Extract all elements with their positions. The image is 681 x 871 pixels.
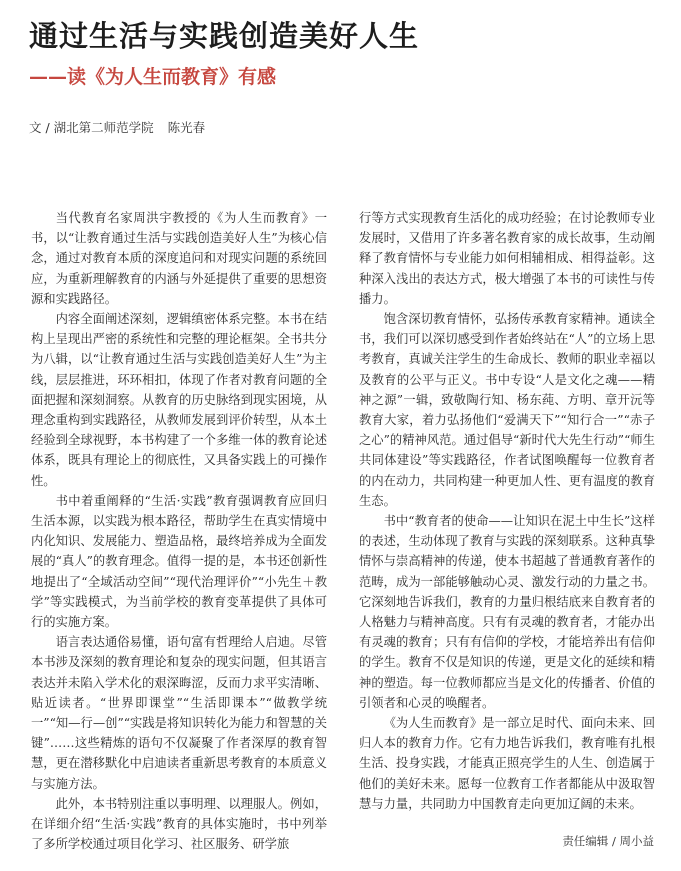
article-subtitle: ——读《为人生而教育》有感 bbox=[29, 66, 277, 88]
author-name: 陈光春 bbox=[167, 120, 206, 135]
paragraph: 此外，本书特别注重以事明理、以理服人。例如，在详细介绍“生活·实践”教育的具体实施时，书中列举了多所学校通过项目化学习、社区服务、研学旅 bbox=[31, 796, 327, 852]
paragraph: 饱含深切教育情怀，弘扬传承教育家精神。通读全书，我们可以深切感受到作者始终站在“人”的立场上思考教育，真诚关注学生的生命成长、教师的职业幸福以及教育的公平与正义。书中专设“人是文化之魂——精神之源”一辑，致敬陶行知、杨东莼、方明、章开沅等教育大家，着力弘扬他们“爱满天下”“知行合一”“赤子之心”的精神风范。通过倡导“新时代大先生行动”“师生共同体建设”等实践路径，作者试图唤醒每一位教育者的内在动力，共同构建一种更加人性、更有温度的教育生态。 bbox=[359, 312, 655, 508]
responsible-editor: 责任编辑 / 周小益 bbox=[562, 834, 654, 848]
author-affiliation: 文 / 湖北第二师范学院 bbox=[29, 120, 154, 135]
paragraph-continuation: 行等方式实现教育生活化的成功经验；在讨论教师专业发展时，又借用了许多著名教育家的成长故事，生动阐释了教育情怀与专业能力如何相辅相成、相得益彰。这种深入浅出的表达方式，极大增强了本书的可读性与传播力。 bbox=[359, 211, 655, 306]
paragraph: 书中着重阐释的“生活·实践”教育强调教育应回归生活本源，以实践为根本路径，帮助学生在真实情境中内化知识、发展能力、塑造品格，最终培养成为全面发展的“真人”的教育理念。值得一提的是，本书还创新性地提出了“全域活动空间”“现代治理评价”“小先生＋教学”等实践模式，为当前学校的教育变革提供了具体可行的实施方案。 bbox=[31, 493, 327, 630]
paragraph: 语言表达通俗易懂，语句富有哲理给人启迪。尽管本书涉及深刻的教育理论和复杂的现实问题，但其语言表达并未陷入学术化的艰深晦涩，反而力求平实清晰、贴近读者。“世界即课堂”“生活即课本”“做教学统一”“知—行—创”“实践是将知识转化为能力和智慧的关键”……这些精炼的语句不仅凝聚了作者深厚的教育智慧，更在潜移默化中启迪读者重新思考教育的本质意义与实施方法。 bbox=[31, 635, 327, 791]
paragraph: 内容全面阐述深刻，逻辑缜密体系完整。本书在结构上呈现出严密的系统性和完整的理论框架。全书共分为八辑，以“让教育通过生活与实践创造美好人生”为主线，层层推进，环环相扣，体现了作者对教育问题的全面把握和深刻洞察。从教育的历史脉络到现实困境，从理念重构到实践路径，从教师发展到评价转型，从本土经验到全球视野，本书构建了一个多维一体的教育论述体系，既具有理论上的彻底性，又具备实践上的可操作性。 bbox=[31, 312, 327, 488]
paragraph: 《为人生而教育》是一部立足时代、面向未来、回归人本的教育力作。它有力地告诉我们，教育唯有扎根生活、投身实践，才能真正照亮学生的人生、创造属于他们的美好未来。愿每一位教育工作者都能从中汲取智慧与力量，共同助力中国教育走向更加辽阔的未来。 bbox=[359, 716, 655, 811]
byline bbox=[29, 118, 205, 136]
article-title: 通过生活与实践创造美好人生 bbox=[29, 19, 420, 53]
left-column bbox=[31, 208, 327, 855]
paragraph: 当代教育名家周洪宇教授的《为人生而教育》一书，以“让教育通过生活与实践创造美好人生”为核心信念，通过对教育本质的深度追问和对现实问题的系统回应，为重新理解教育的内涵与外延提供了重要的思想资源和实践路径。 bbox=[31, 211, 327, 306]
paragraph: 书中“教育者的使命——让知识在泥土中生长”这样的表述，生动体现了教育与实践的深刻联系。这种真挚情怀与崇高精神的传递，使本书超越了普通教育著作的范畴，成为一部能够触动心灵、激发行动的力量之书。它深刻地告诉我们，教育的力量归根结底来自教育者的人格魅力与精神高度。只有有灵魂的教育者，才能办出有灵魂的教育；只有有信仰的学校，才能培养出有信仰的学生。教育不仅是知识的传递，更是文化的延续和精神的塑造。每一位教师都应当是文化的传播者、价值的引领者和心灵的唤醒者。 bbox=[359, 514, 655, 710]
right-column bbox=[359, 208, 655, 814]
